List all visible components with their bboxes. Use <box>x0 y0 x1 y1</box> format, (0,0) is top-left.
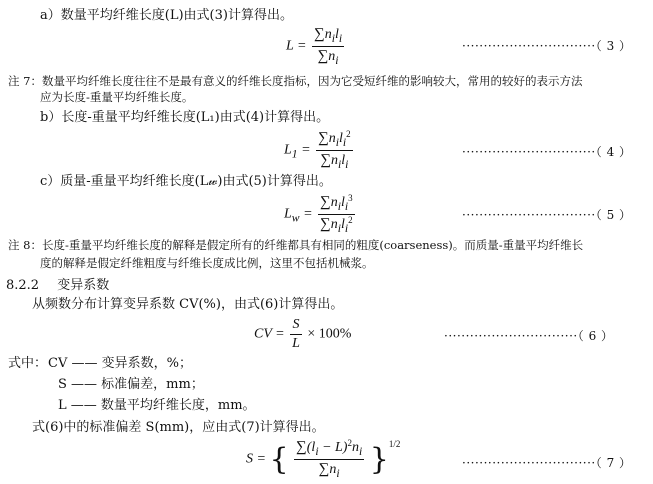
section-a-text: a）数量平均纤维长度(L)由式(3)计算得出。 <box>40 8 293 23</box>
cv-intro-text: 从频数分布计算变异系数 CV(%)，由式(6)计算得出。 <box>32 297 344 312</box>
equation-4: $L_1$ = $\frac{\sum n_il_i^2}{\sum n_il_i}$ <box>284 129 351 171</box>
equation-4-number: ·······························（ 4 ） <box>462 145 632 159</box>
equation-6-number: ·······························（ 6 ） <box>444 329 614 343</box>
where-label: 式中： <box>8 356 48 371</box>
section-number: 8.2.2 <box>6 278 40 293</box>
section-title: 变异系数 <box>57 278 110 293</box>
equation-7-number: ·······························（ 7 ） <box>462 456 632 470</box>
section-b-text: b）长度-重量平均纤维长度(L₁)由式(4)计算得出。 <box>40 110 330 125</box>
note-8-line-1: 注 8：长度-重量平均纤维长度的解释是假定所有的纤维都具有相同的粗度(coarseness)。而质量-重量平均纤维长 <box>8 238 584 252</box>
equation-6: CV = $\frac{S}{L}$ × 100% <box>254 317 352 351</box>
note-7-line-1: 注 7：数量平均纤维长度往往不是最有意义的纤维长度指标，因为它受短纤维的影响较大，常用的较好的表示方法 <box>8 74 583 88</box>
definition-l: L —— 数量平均纤维长度，mm。 <box>58 398 256 413</box>
equation-3-number: ·······························（ 3 ） <box>462 39 632 53</box>
equation-5-number: ·······························（ 5 ） <box>462 208 632 222</box>
equation-7: S = { $\frac{\sum(l_i - L)^2n_i}{\sum n_i}$ }$^{1/2}$ <box>246 438 401 480</box>
section-c-text: c）质量-重量平均纤维长度(L𝓌)由式(5)计算得出。 <box>40 174 332 189</box>
s-intro-text: 式(6)中的标准偏差 S(mm)，应由式(7)计算得出。 <box>32 420 325 435</box>
equation-5: $L_w$ = $\frac{\sum n_il_i^3}{\sum n_il_i^2}$ <box>284 193 353 235</box>
section-8-2-2-heading <box>6 278 109 294</box>
note-7-line-2: 应为长度-重量平均纤维长度。 <box>40 90 194 104</box>
equation-3: L = $\frac{\sum n_il_i}{\sum n_i}$ <box>286 26 343 67</box>
definition-cv: CV —— 变异系数，%； <box>48 356 192 371</box>
definition-s: S —— 标准偏差，mm； <box>58 377 204 392</box>
note-8-line-2: 度的解释是假定纤维粗度与纤维长度成比例，这里不包括机械浆。 <box>40 256 374 270</box>
